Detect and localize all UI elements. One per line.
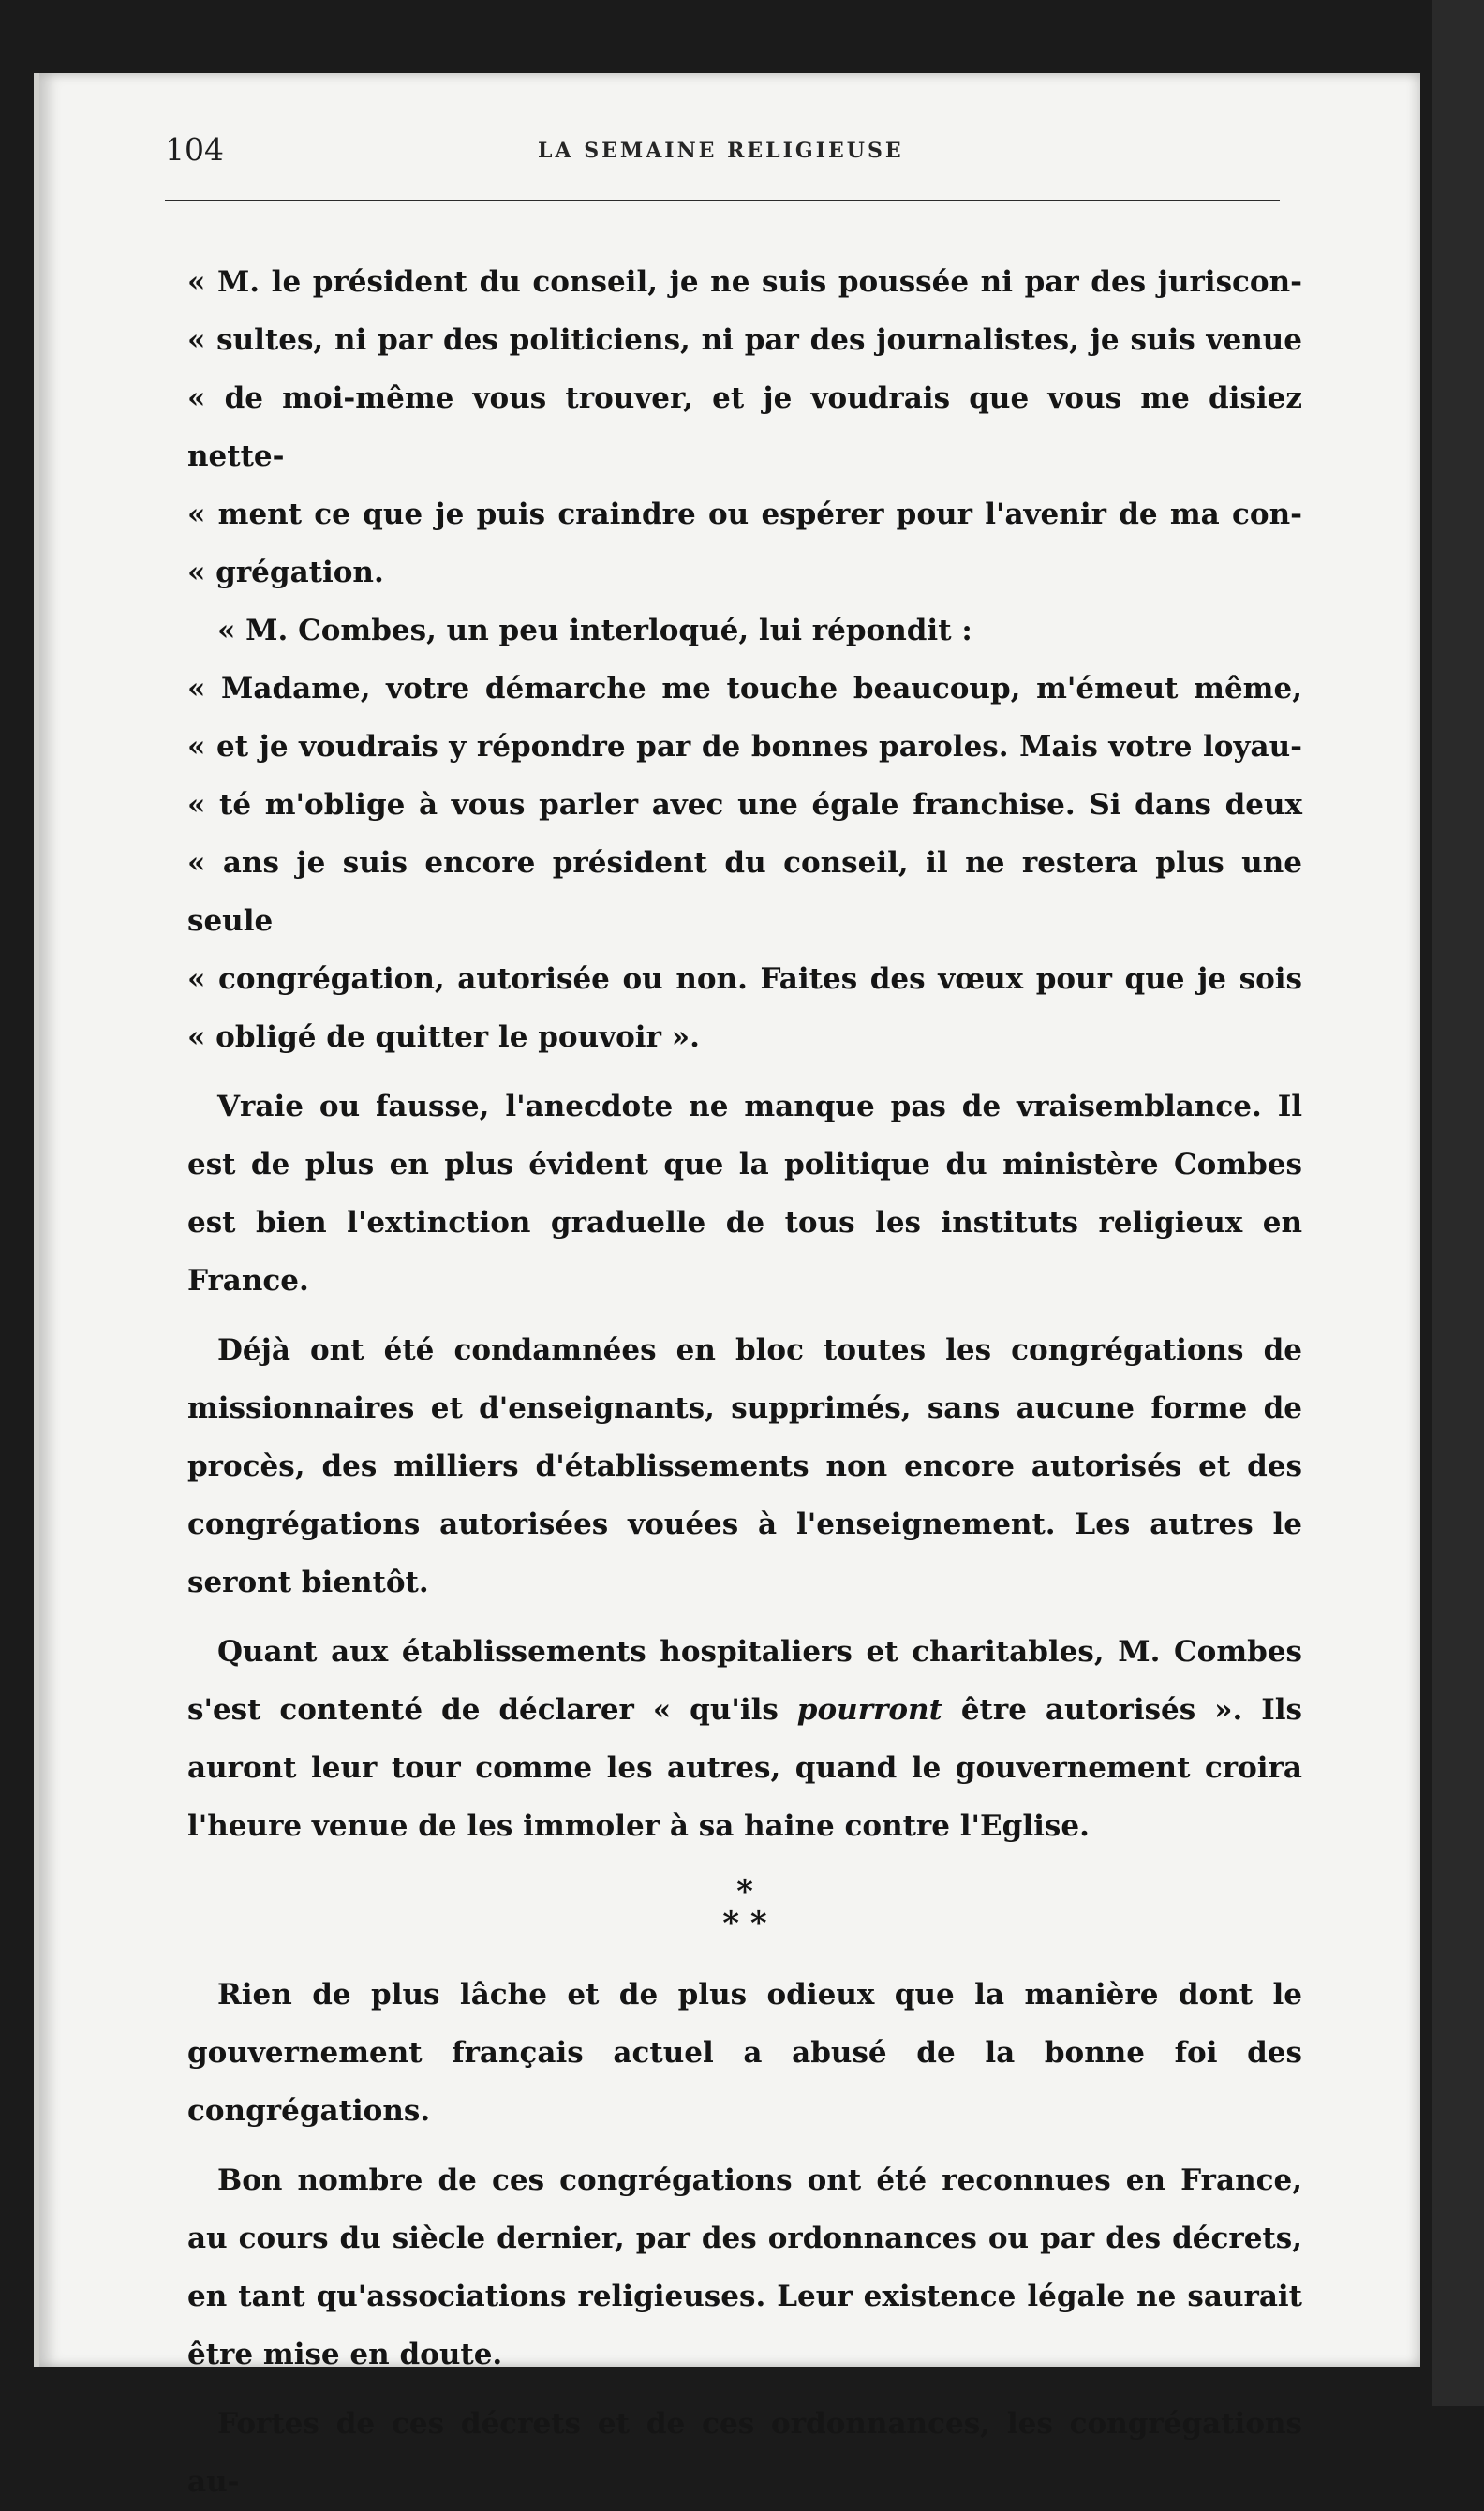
quote-line: « grégation. [187,556,384,589]
text-run: Quant aux établissements hospitaliers et charitables, M. Combes s'est contenté de déclarer « qu'ils [187,1635,1302,1727]
paragraph-deja: Déjà ont été condamnées en bloc toutes les congrégations de missionnaires et d'enseignants, supprimés, sans aucune forme de procès, des milliers d'établissements non encore autorisés et des congrégations autorisées vouées à l'enseignement. Les autres le seront bientôt. [187,1333,1302,1599]
scan-background-strip [1432,0,1484,2406]
quote-line: « té m'oblige à vous parler avec une égale franchise. Si dans deux [187,788,1302,822]
quote-line: « et je voudrais y répondre par de bonnes paroles. Mais votre loyau- [187,730,1302,764]
quote-line: « obligé de quitter le pouvoir ». [187,1020,700,1054]
paragraph-rien: Rien de plus lâche et de plus odieux que la manière dont le gouvernement français actuel a abusé de la bonne foi des congrégations. [187,1978,1302,2128]
paragraph-fortes: Fortes de ces décrets et de ces ordonnances, les congrégations au- [187,2407,1302,2499]
quote-block-1 [187,253,1302,602]
quote-line: « M. le président du conseil, je ne suis poussée ni par des juriscon- [187,265,1302,299]
paragraph-quant [187,1623,1302,1855]
quote-line: « sultes, ni par des politiciens, ni par des journalistes, je suis venue [187,323,1302,357]
paragraph-bon: Bon nombre de ces congrégations ont été reconnues en France, au cours du siècle dernier, par des ordonnances ou par des décrets, en tant qu'associations religieuses. Leur existence légale ne saurait être mise en doute. [187,2163,1302,2371]
quote-line: « de moi-même vous trouver, et je voudrais que vous me disiez nette- [187,381,1302,473]
header-rule [165,200,1280,201]
combes-intro: « M. Combes, un peu interloqué, lui répondit : [217,614,972,647]
page-number: 104 [165,131,224,168]
body-text [187,253,1302,2511]
paragraph-vraie: Vraie ou fausse, l'anecdote ne manque pas de vraisemblance. Il est de plus en plus évident que la politique du ministère Combes est bien l'extinction graduelle de tous les instituts religieux en France. [187,1090,1302,1298]
quote-block-2 [187,660,1302,1066]
text-run: être autorisés ». Ils auront leur tour comme les autres, quand le gouvernement croira l'heure venue de les immoler à sa haine contre l'Eglise. [187,1693,1302,1843]
section-separator [187,1873,1302,1942]
running-title: LA SEMAINE RELIGIEUSE [538,139,904,163]
running-head [165,131,1280,178]
asterisk-top: * [736,1873,753,1910]
quote-line: « Madame, votre démarche me touche beaucoup, m'émeut même, [187,672,1302,706]
quote-line: « congrégation, autorisée ou non. Faites des vœux pour que je sois [187,962,1302,996]
quote-line: « ment ce que je puis craindre ou espérer pour l'avenir de ma con- [187,498,1302,531]
quote-line: « ans je suis encore président du conseil, il ne restera plus une seule [187,846,1302,938]
asterisk-bottom: * * [722,1905,767,1942]
italic-word: pourront [796,1693,942,1727]
